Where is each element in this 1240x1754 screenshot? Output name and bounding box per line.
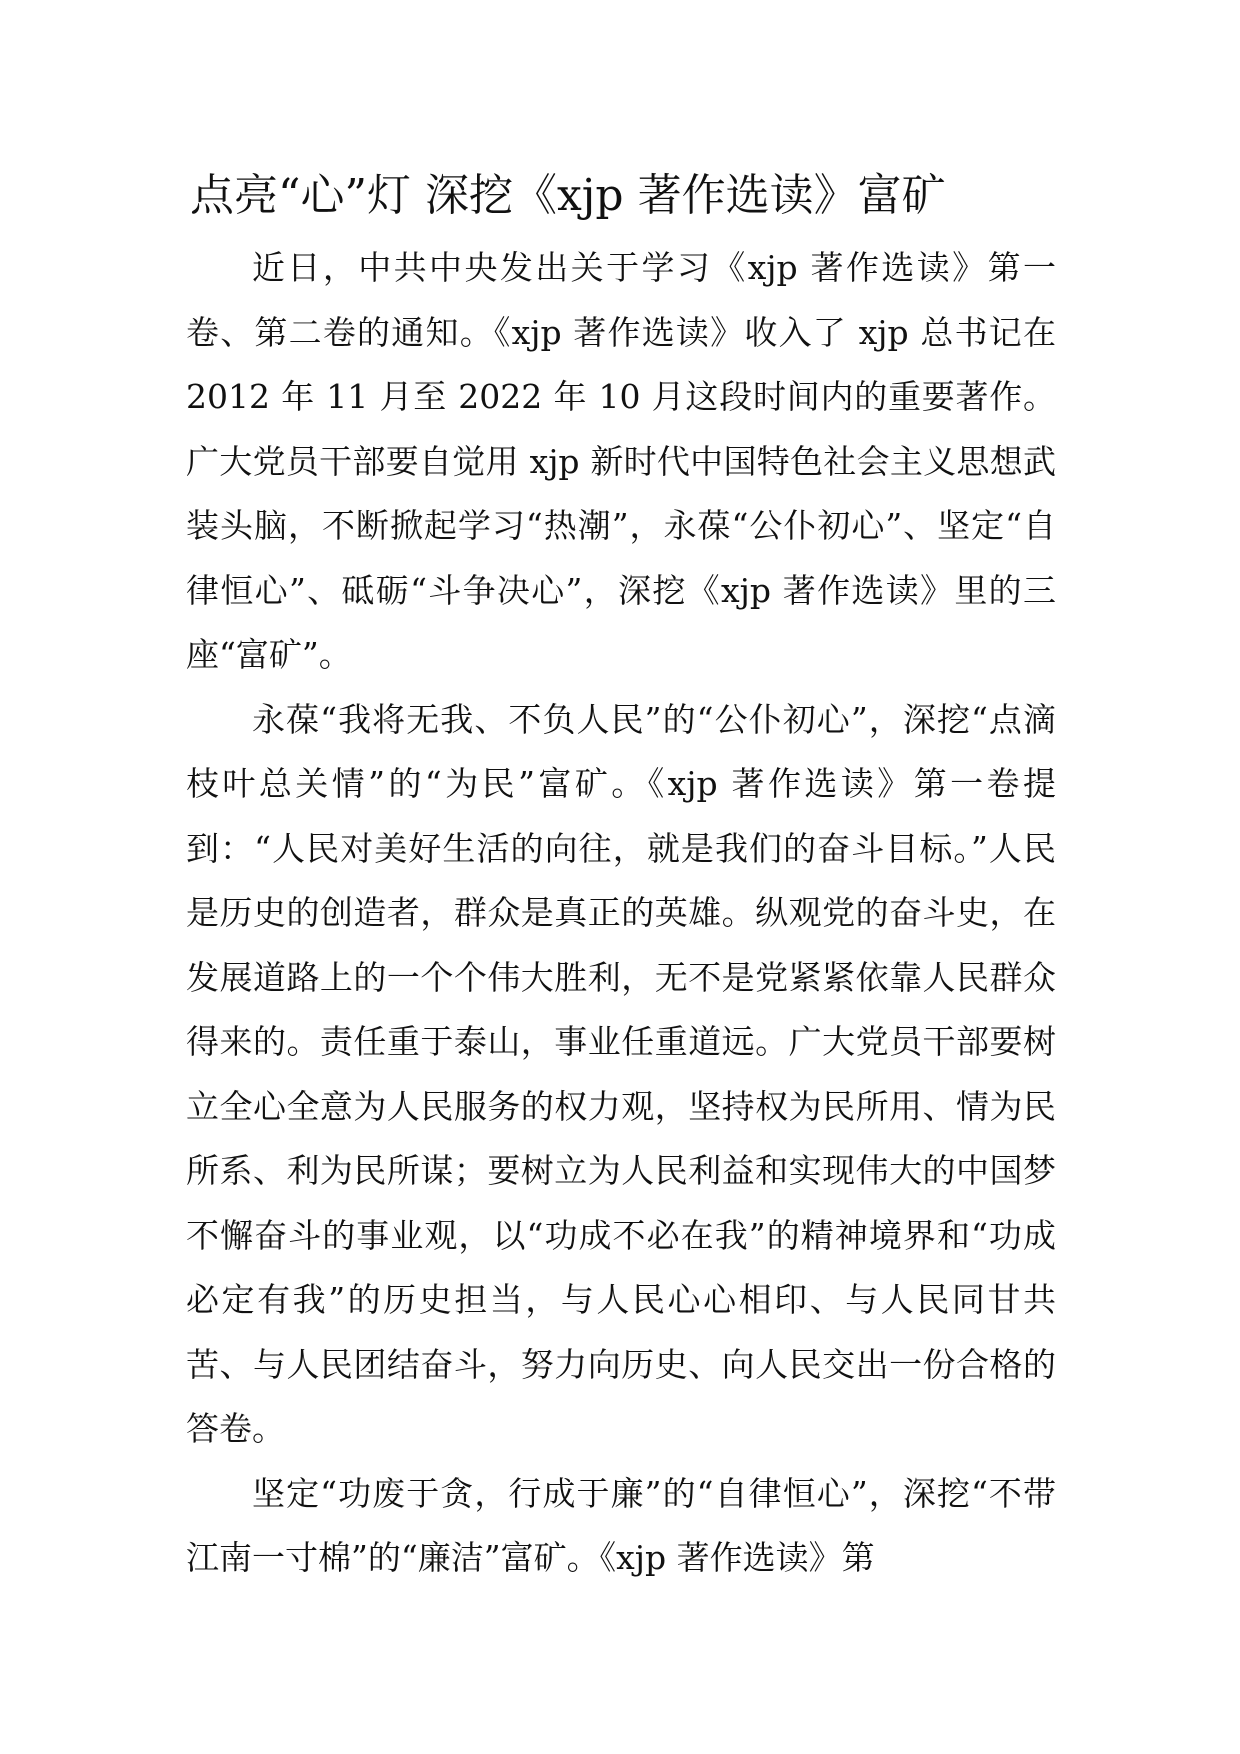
document-body (186, 236, 1056, 1591)
paragraph-intro: 近日，中共中央发出关于学习《xjp 著作选读》第一卷、第二卷的通知。《xjp 著作选读》收入了 xjp 总书记在 2012 年 11 月至 2022 年 10 月这段时间内的重要著作。广大党员干部要自觉用 xjp 新时代中国特色社会主义思想武装头脑，不断掀起学习“热潮”，永葆“公仆初心”、坚定“自律恒心”、砥砺“斗争决心”，深挖《xjp 著作选读》里的三座“富矿”。 (186, 248, 1056, 674)
paragraph-public-servant: 永葆“我将无我、不负人民”的“公仆初心”，深挖“点滴枝叶总关情”的“为民”富矿。《xjp 著作选读》第一卷提到：“人民对美好生活的向往，就是我们的奋斗目标。”人民是历史的创造者，群众是真正的英雄。纵观党的奋斗史，在发展道路上的一个个伟大胜利，无不是党紧紧依靠人民群众得来的。责任重于泰山，事业任重道远。广大党员干部要树立全心全意为人民服务的权力观，坚持权为民所用、情为民所系、利为民所谋；要树立为人民利益和实现伟大的中国梦不懈奋斗的事业观，以“功成不必在我”的精神境界和“功成必定有我”的历史担当，与人民心心相印、与人民同甘共苦、与人民团结奋斗，努力向历史、向人民交出一份合格的答卷。 (186, 699, 1056, 1448)
paragraph-self-discipline: 坚定“功废于贪，行成于廉”的“自律恒心”，深挖“不带江南一寸棉”的“廉洁”富矿。《xjp 著作选读》第 (186, 1473, 1056, 1577)
document-title: 点亮“心”灯 深挖《xjp 著作选读》富矿 (190, 170, 946, 221)
